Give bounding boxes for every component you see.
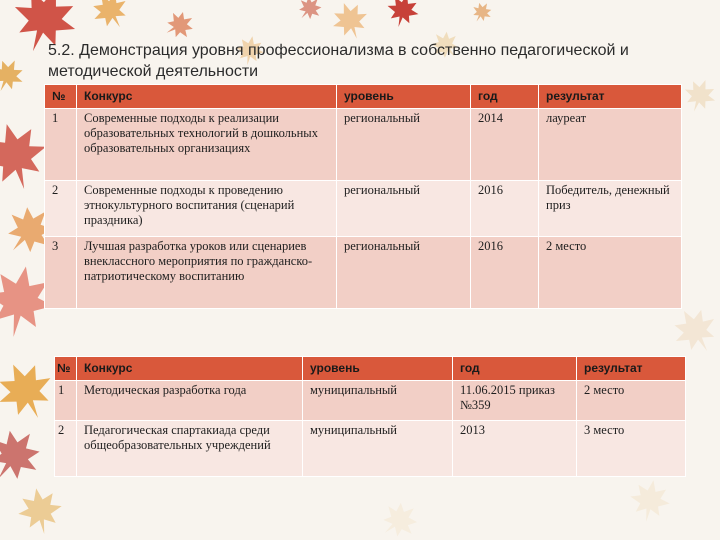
col-header-result: результат <box>539 85 682 109</box>
cell-num: 1 <box>55 381 77 421</box>
cell-result: Победитель, денежный приз <box>539 181 682 237</box>
cell-level: муниципальный <box>303 421 453 477</box>
col-header-year: год <box>453 357 577 381</box>
cell-contest: Современные подходы к реализации образовательных технологий в дошкольных образовательных организациях <box>77 109 337 181</box>
cell-result: лауреат <box>539 109 682 181</box>
col-header-level: уровень <box>337 85 471 109</box>
page-title: 5.2. Демонстрация уровня профессионализма в собственно педагогической и методической деятельности <box>48 42 629 80</box>
cell-year: 2013 <box>453 421 577 477</box>
col-header-result: результат <box>577 357 686 381</box>
cell-result: 3 место <box>577 421 686 477</box>
cell-num: 2 <box>55 421 77 477</box>
cell-level: муниципальный <box>303 381 453 421</box>
col-header-num: № <box>55 357 77 381</box>
col-header-contest: Конкурс <box>77 85 337 109</box>
cell-num: 3 <box>45 237 77 309</box>
cell-num: 1 <box>45 109 77 181</box>
table-row <box>55 421 686 477</box>
cell-contest: Лучшая разработка уроков или сценариев внеклассного мероприятия по гражданско-патриотическому воспитанию <box>77 237 337 309</box>
table-row <box>55 381 686 421</box>
cell-level: региональный <box>337 109 471 181</box>
table-row <box>45 181 682 237</box>
cell-year: 2016 <box>471 237 539 309</box>
cell-contest: Педагогическая спартакиада среди общеобразовательных учреждений <box>77 421 303 477</box>
cell-level: региональный <box>337 237 471 309</box>
col-header-year: год <box>471 85 539 109</box>
cell-year: 2014 <box>471 109 539 181</box>
table-header-row <box>45 85 682 109</box>
col-header-level: уровень <box>303 357 453 381</box>
cell-year: 11.06.2015 приказ №359 <box>453 381 577 421</box>
cell-result: 2 место <box>539 237 682 309</box>
table-row <box>45 109 682 181</box>
cell-contest: Современные подходы к проведению этнокультурного воспитания (сценарий праздника) <box>77 181 337 237</box>
cell-num: 2 <box>45 181 77 237</box>
col-header-num: № <box>45 85 77 109</box>
regional-contests-table <box>44 84 682 309</box>
municipal-contests-table <box>54 356 686 477</box>
cell-level: региональный <box>337 181 471 237</box>
cell-result: 2 место <box>577 381 686 421</box>
table-row <box>45 237 682 309</box>
table-header-row <box>55 357 686 381</box>
cell-year: 2016 <box>471 181 539 237</box>
cell-contest: Методическая разработка года <box>77 381 303 421</box>
col-header-contest: Конкурс <box>77 357 303 381</box>
